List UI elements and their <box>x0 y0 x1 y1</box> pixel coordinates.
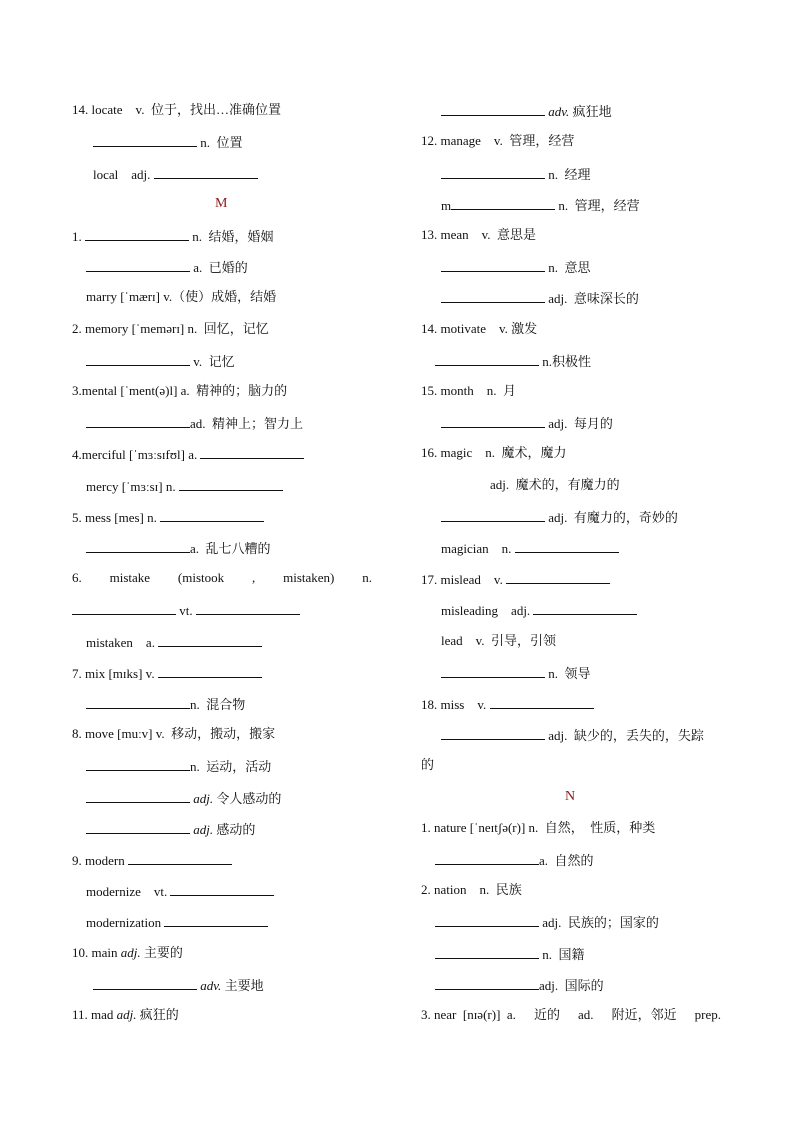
line-international: adj. 国际的 <box>435 976 604 994</box>
line-missing: adj. 缺少的，丢失的，失踪 <box>441 726 704 744</box>
answer-blank[interactable] <box>441 102 545 116</box>
line-marry: marry [ˈmærɪ] v.（使）成婚，结婚 <box>86 289 277 304</box>
answer-blank[interactable] <box>86 789 190 803</box>
answer-blank[interactable] <box>86 820 190 834</box>
answer-blank[interactable] <box>86 695 190 709</box>
line-mainly: adv. 主要地 <box>93 976 264 994</box>
entry-month: 15. month n. 月 <box>421 383 516 398</box>
section-heading-m: M <box>215 196 228 211</box>
entry-mad: 11. mad adj. 疯狂的 <box>72 1007 179 1022</box>
entry-magic: 16. magic n. 魔术，魔力 <box>421 445 567 460</box>
answer-blank[interactable] <box>93 976 197 990</box>
answer-blank[interactable] <box>128 851 232 865</box>
line-memorize: v. 记忆 <box>86 352 235 370</box>
answer-blank[interactable] <box>435 976 539 990</box>
answer-blank[interactable] <box>441 726 545 740</box>
entry-move: 8. move [muːv] v. 移动，搬动，搬家 <box>72 726 276 741</box>
answer-blank[interactable] <box>154 165 258 179</box>
answer-blank[interactable] <box>179 477 283 491</box>
entry-mislead: 17. mislead v. <box>421 570 610 588</box>
answer-blank[interactable] <box>490 695 594 709</box>
answer-blank[interactable] <box>164 913 268 927</box>
entry-miss: 18. miss v. <box>421 695 594 713</box>
answer-blank[interactable] <box>72 601 176 615</box>
line-monthly: adj. 每月的 <box>441 414 613 432</box>
section-heading-n: N <box>565 789 576 804</box>
entry-merciful: 4.merciful [ˈmɜːsɪfʊl] a. <box>72 445 304 463</box>
answer-blank[interactable] <box>85 227 189 241</box>
entry-modern: 9. modern <box>72 851 232 869</box>
line-married: a. 已婚的 <box>86 258 248 276</box>
line-magician: magician n. <box>441 539 619 557</box>
line-messy: a. 乱七八糟的 <box>86 539 271 557</box>
line-local: local adj. <box>93 165 258 183</box>
line-misleading: misleading adj. <box>441 601 637 619</box>
entry-marriage: 1. n. 结婚，婚姻 <box>72 229 274 244</box>
answer-blank[interactable] <box>441 258 545 272</box>
line-mentally: ad. 精神上；智力上 <box>86 414 303 432</box>
answer-blank[interactable] <box>533 601 637 615</box>
line-manager: n. 经理 <box>441 165 591 183</box>
answer-blank[interactable] <box>441 664 545 678</box>
entry-mistake: 6. mistake (mistook , mistaken) n. <box>72 570 372 585</box>
line-missing-cont: 的 <box>421 757 435 772</box>
line-mixture: n. 混合物 <box>86 695 245 713</box>
line-locate-noun: n. 位置 <box>93 133 243 151</box>
line-moving: adj. 令人感动的 <box>86 789 281 807</box>
answer-blank[interactable] <box>158 633 262 647</box>
entry-mean: 13. mean v. 意思是 <box>421 227 537 242</box>
answer-blank[interactable] <box>435 945 539 959</box>
answer-blank[interactable] <box>441 289 545 303</box>
line-motivation: n.积极性 <box>435 352 591 370</box>
line-magical: adj. 有魔力的，奇妙的 <box>441 508 678 526</box>
answer-blank[interactable] <box>160 508 264 522</box>
entry-nature: 1. nature [ˈneɪtʃə(r)] n. 自然， 性质，种类 <box>421 820 656 835</box>
line-nationality: n. 国籍 <box>435 945 585 963</box>
answer-blank[interactable] <box>441 508 545 522</box>
line-meaning: n. 意思 <box>441 258 591 276</box>
answer-blank[interactable] <box>86 414 190 428</box>
line-mistake-forms: vt. <box>72 601 300 619</box>
answer-blank[interactable] <box>435 851 539 865</box>
entry-mix: 7. mix [mɪks] v. <box>72 664 262 682</box>
line-magic-adj: adj. 魔术的，有魔力的 <box>490 477 620 492</box>
answer-blank[interactable] <box>451 196 555 210</box>
entry-main: 10. main adj. 主要的 <box>72 945 183 960</box>
answer-blank[interactable] <box>435 352 539 366</box>
line-moved: adj. 感动的 <box>86 820 255 838</box>
answer-blank[interactable] <box>506 570 610 584</box>
answer-blank[interactable] <box>441 414 545 428</box>
entry-motivate: 14. motivate v. 激发 <box>421 321 538 336</box>
entry-near: 3. near [nɪə(r)] a. 近的 ad. 附近，邻近 prep. <box>421 1007 721 1022</box>
entry-manage: 12. manage v. 管理，经营 <box>421 133 575 148</box>
answer-blank[interactable] <box>515 539 619 553</box>
answer-blank[interactable] <box>435 913 539 927</box>
entry-memory: 2. memory [ˈmemərɪ] n. 回忆，记忆 <box>72 321 269 336</box>
line-leader: n. 领导 <box>441 664 591 682</box>
entry-nation: 2. nation n. 民族 <box>421 882 522 897</box>
answer-blank[interactable] <box>200 445 304 459</box>
answer-blank[interactable] <box>86 258 190 272</box>
line-mercy: mercy [ˈmɜːsɪ] n. <box>86 477 283 495</box>
entry-locate: 14. locate v. 位于，找出…准确位置 <box>72 102 281 117</box>
answer-blank[interactable] <box>93 133 197 147</box>
line-movement: n. 运动，活动 <box>86 757 271 775</box>
answer-blank[interactable] <box>196 601 300 615</box>
line-national: adj. 民族的；国家的 <box>435 913 659 931</box>
answer-blank[interactable] <box>441 165 545 179</box>
line-natural: a. 自然的 <box>435 851 594 869</box>
line-lead: lead v. 引导，引领 <box>441 633 557 648</box>
answer-blank[interactable] <box>158 664 262 678</box>
answer-blank[interactable] <box>86 757 190 771</box>
answer-blank[interactable] <box>170 882 274 896</box>
line-modernization: modernization <box>86 913 268 931</box>
line-modernize: modernize vt. <box>86 882 274 900</box>
line-mistaken: mistaken a. <box>86 633 262 651</box>
entry-mental: 3.mental [ˈment(ə)l] a. 精神的；脑力的 <box>72 383 288 398</box>
line-meaningful: adj. 意味深长的 <box>441 289 639 307</box>
entry-mess: 5. mess [mes] n. <box>72 508 264 526</box>
answer-blank[interactable] <box>86 352 190 366</box>
answer-blank[interactable] <box>86 539 190 553</box>
line-management: m n. 管理，经营 <box>441 198 640 213</box>
line-madly: adv. 疯狂地 <box>441 102 612 120</box>
